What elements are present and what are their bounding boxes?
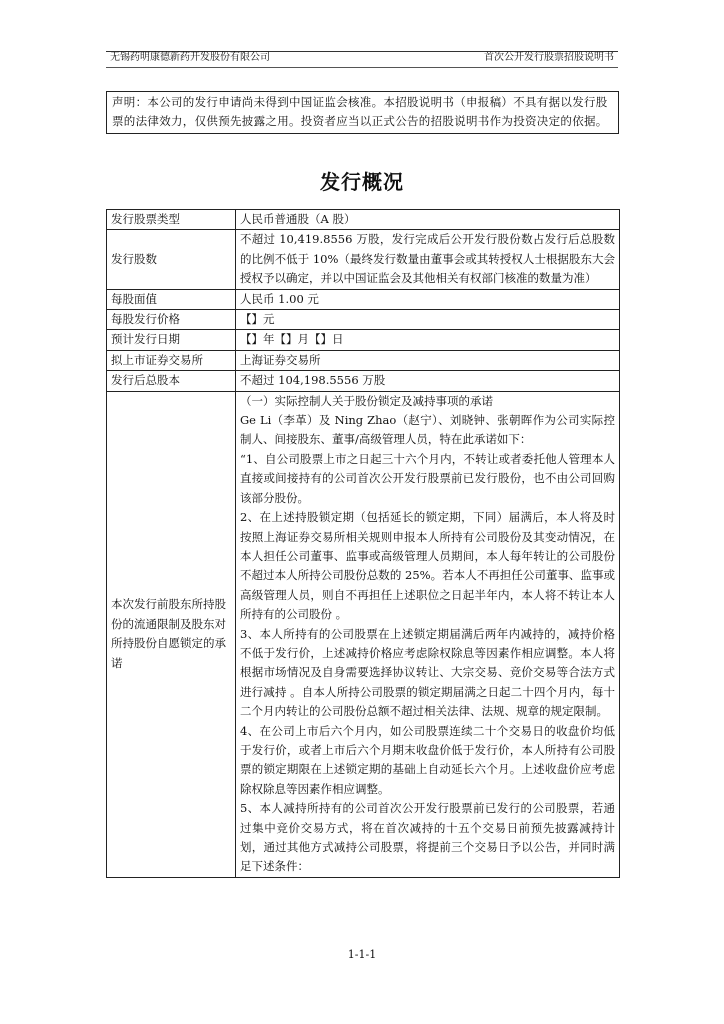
header-doc-title: 首次公开发行股票招股说明书: [484, 52, 614, 63]
row-key: 发行股票类型: [107, 210, 236, 230]
row-value: 不超过 10,419.8556 万股，发行完成后公开发行股份数占发行后总股数的比例不低于 10%（最终发行数量由董事会或其转授权人士根据股东大会授权予以确定，并以中国证监会及其他相关有权部门核准的数量为准）: [236, 230, 620, 289]
row-value: 不超过 104,198.5556 万股: [236, 371, 620, 391]
row-key: 拟上市证券交易所: [107, 350, 236, 370]
lockup-paragraph: “1、自公司股票上市之日起三十六个月内，不转让或者委托他人管理本人直接或间接持有的公司首次公开发行股票前已发行股份，也不由公司回购该部分股份。: [240, 451, 615, 505]
page-header: [106, 51, 618, 63]
table-row: [107, 330, 620, 350]
lockup-paragraph: 5、本人减持所持有的公司首次公开发行股票前已发行的公司股票，若通过集中竞价交易方式，将在首次减持的十五个交易日前预先披露减持计划，通过其他方式减持公司股票，将提前三个交易日予以公告，并同时满足下述条件：: [240, 801, 615, 874]
lockup-paragraph: （一）实际控制人关于股份锁定及减持事项的承诺: [240, 393, 493, 408]
header-company: 无锡药明康德新药开发股份有限公司: [110, 52, 270, 63]
row-key: 发行股数: [107, 230, 236, 289]
page-number: 1-1-1: [347, 948, 377, 961]
table-row: [107, 210, 620, 230]
row-key: 预计发行日期: [107, 330, 236, 350]
row-key: 发行后总股本: [107, 371, 236, 391]
lockup-paragraph: Ge Li（李革）及 Ning Zhao（赵宁）、刘晓钟、张朝晖作为公司实际控制人、间接股东、董事/高级管理人员，特在此承诺如下：: [240, 413, 615, 447]
row-value: 人民币普通股（A 股）: [236, 210, 620, 230]
table-row: [107, 289, 620, 309]
table-row: [107, 350, 620, 370]
lockup-paragraph: 3、本人所持有的公司股票在上述锁定期届满后两年内减持的，减持价格不低于发行价，上述减持价格应考虑除权除息等因素作相应调整。本人将根据市场情况及自身需要选择协议转让、大宗交易、竞价交易等合法方式进行减持 。自本人所持公司股票的锁定期届满之日起二十四个月内，每十二个月内转让的公司股份总额不超过相关法律、法规、规章的规定限制。: [240, 626, 615, 719]
lockup-key: 本次发行前股东所持股份的流通限制及股东对所持股份自愿锁定的承诺: [107, 391, 236, 877]
lockup-paragraph: 4、在公司上市后六个月内，如公司股票连续二十个交易日的收盘价均低于发行价，或者上市后六个月期末收盘价低于发行价，本人所持有公司股票的锁定期限在上述锁定期的基础上自动延长六个月。上述收盘价应考虑除权除息等因素作相应调整。: [240, 723, 615, 796]
table-row: [107, 230, 620, 289]
offering-overview-table: [106, 209, 620, 878]
row-value: 上海证券交易所: [236, 350, 620, 370]
lockup-paragraph: 2、在上述持股锁定期（包括延长的锁定期，下同）届满后，本人将及时按照上海证券交易所相关规则申报本人所持有公司股份及其变动情况，在本人担任公司董事、监事或高级管理人员期间，本人每年转让的公司股份不超过本人所持公司股份总数的 25%。若本人不再担任公司董事、监事或高级管理人员，则自不再担任上述职位之日起半年内，本人将不转让本人所持有的公司股份 。: [240, 510, 615, 622]
row-value: 【】年【】月【】日: [236, 330, 620, 350]
row-value: 人民币 1.00 元: [236, 289, 620, 309]
lockup-value: [236, 391, 620, 877]
row-key: 每股发行价格: [107, 310, 236, 330]
table-row: [107, 310, 620, 330]
section-title: 发行概况: [320, 170, 404, 194]
table-row-lockup: [107, 391, 620, 877]
row-key: 每股面值: [107, 289, 236, 309]
disclaimer-notice: 声明：本公司的发行申请尚未得到中国证监会核准。本招股说明书（申报稿）不具有据以发行股票的法律效力，仅供预先披露之用。投资者应当以正式公告的招股说明书作为投资决定的依据。: [106, 91, 619, 134]
row-value: 【】元: [236, 310, 620, 330]
header-rule: [106, 67, 618, 68]
table-row: [107, 371, 620, 391]
